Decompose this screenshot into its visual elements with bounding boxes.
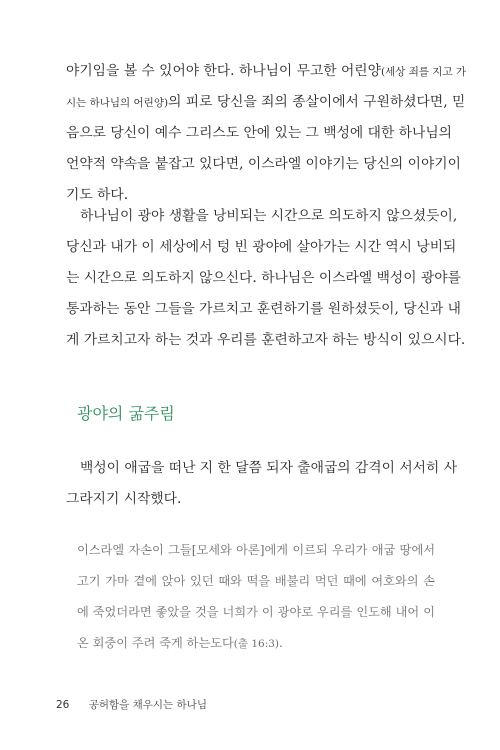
text-line: 음으로 당신이 예수 그리스도 안에 있는 그 백성에 대한 하나님의 [66, 125, 452, 141]
text-line: 하나님이 광야 생활을 낭비되는 시간으로 의도하지 않으셨듯이, [80, 208, 458, 224]
quote-line: 이스라엘 자손이 그들[모세와 아론]에게 이르되 우리가 애굽 땅에서 [77, 543, 435, 557]
body-paragraph-1 [66, 56, 467, 211]
page-number: 26 [56, 699, 70, 711]
quote-line: 온 회중이 주려 죽게 하는도다(출 16:3). [77, 636, 283, 650]
section-heading: 광야의 굶주림 [77, 404, 175, 423]
quote-line: 에 죽었더라면 좋았을 것을 너희가 이 광야로 우리를 인도해 내어 이 [77, 605, 435, 619]
body-paragraph-3 [66, 453, 458, 515]
text-line: 는 시간으로 의도하지 않으신다. 하나님은 이스라엘 백성이 광야를 [66, 270, 461, 286]
running-title: 공허함을 채우시는 하나님 [88, 699, 207, 711]
text-line: 게 가르치고자 하는 것과 우리를 훈련하고자 하는 방식이 있으시다. [66, 332, 466, 348]
text-line: 야기임을 볼 수 있어야 한다. 하나님이 무고한 어린양(세상 죄를 지고 가 [66, 63, 467, 79]
quote-line: 고기 가마 곁에 앉아 있던 때와 떡을 배불리 먹던 때에 여호와의 손 [77, 574, 435, 588]
scripture-reference: (출 16:3) [233, 638, 280, 650]
text-line: 기도 하다. [66, 187, 129, 203]
text-line: 백성이 애굽을 떠난 지 한 달쯤 되자 출애굽의 감격이 서서히 사 [80, 460, 458, 476]
text-line: 당신과 내가 이 세상에서 텅 빈 광야에 살아가는 시간 역시 낭비되 [66, 239, 457, 255]
page-footer [56, 697, 207, 712]
scripture-quote [77, 535, 435, 659]
text-line: 그라지기 시작했다. [66, 491, 182, 507]
text-line: 통과하는 동안 그들을 가르치고 훈련하기를 원하셨듯이, 당신과 내 [66, 301, 461, 317]
text-line: 언약적 약속을 붙잡고 있다면, 이스라엘 이야기는 당신의 이야기이 [66, 156, 461, 172]
text-line: 시는 하나님의 어린양)의 피로 당신을 죄의 종살이에서 구원하셨다면, 믿 [66, 94, 466, 110]
body-paragraph-2 [66, 201, 466, 356]
